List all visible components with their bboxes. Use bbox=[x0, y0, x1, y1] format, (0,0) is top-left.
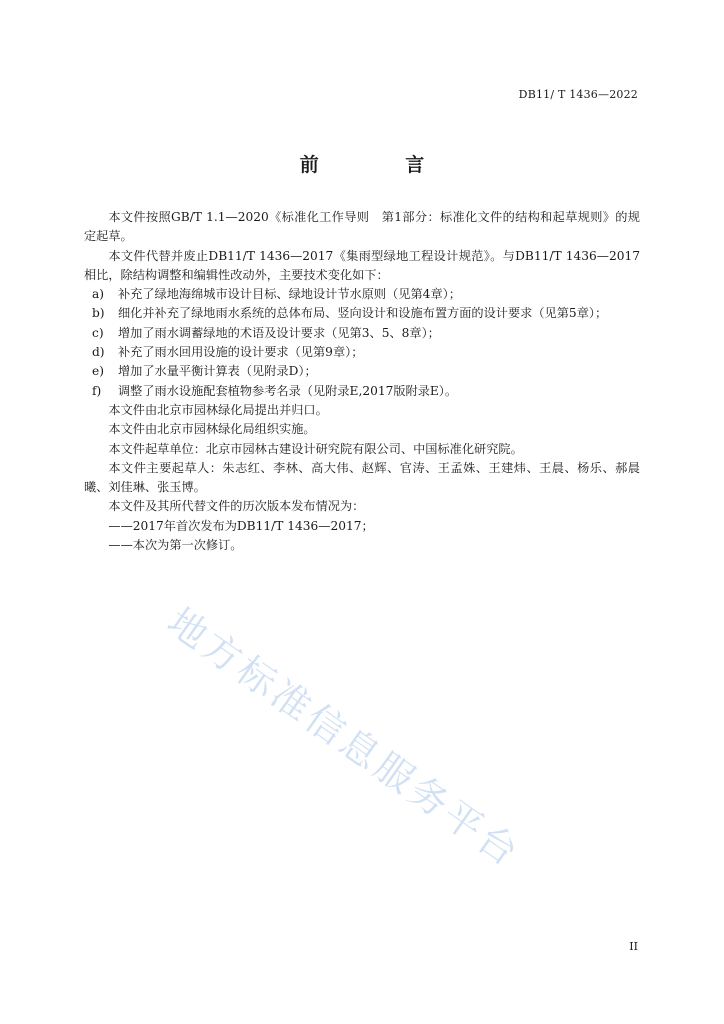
paragraph-implementer: 本文件由北京市园林绿化局组织实施。 bbox=[108, 422, 316, 437]
list-item bbox=[84, 343, 640, 362]
page-number: II bbox=[629, 940, 638, 953]
paragraph-drafting-units: 本文件起草单位：北京市园林古建设计研究院有限公司、中国标准化研究院。 bbox=[108, 441, 523, 456]
list-item bbox=[84, 304, 640, 323]
list-item bbox=[84, 382, 640, 401]
watermark: 地方标准信息服务平台 bbox=[159, 599, 529, 877]
list-text: 调整了雨水设施配套植物参考名录（见附录E,2017版附录E）。 bbox=[118, 383, 458, 398]
list-item bbox=[84, 362, 640, 381]
list-item bbox=[84, 324, 640, 343]
list-marker: f) bbox=[92, 383, 102, 398]
paragraph-version-current: ——本次为第一次修订。 bbox=[108, 538, 243, 553]
page-title: 前 言 bbox=[299, 154, 465, 176]
document-body bbox=[84, 208, 640, 555]
list-text: 补充了绿地海绵城市设计目标、绿地设计节水原则（见第4章）； bbox=[118, 287, 461, 302]
document-code: DB11/ T 1436—2022 bbox=[518, 88, 638, 101]
list-marker: c) bbox=[92, 325, 104, 340]
paragraph-proposer: 本文件由北京市园林绿化局提出并归口。 bbox=[108, 402, 328, 417]
list-text: 增加了水量平衡计算表（见附录D）； bbox=[118, 364, 317, 379]
list-item bbox=[84, 285, 640, 304]
paragraph-replacement: 本文件代替并废止DB11/T 1436—2017《集雨型绿地工程设计规范》。与DB11/T 1436—2017相比，除结构调整和编辑性改动外，主要技术变化如下： bbox=[84, 248, 640, 282]
list-marker: b) bbox=[92, 306, 105, 321]
list-marker: e) bbox=[92, 364, 104, 379]
list-text: 增加了雨水调蓄绿地的术语及设计要求（见第3、5、8章）； bbox=[118, 325, 440, 340]
list-text: 细化并补充了绿地雨水系统的总体布局、竖向设计和设施布置方面的设计要求（见第5章）； bbox=[118, 306, 608, 321]
paragraph-version-2017: ——2017年首次发布为DB11/T 1436—2017； bbox=[108, 518, 374, 533]
paragraph-drafting-basis: 本文件按照GB/T 1.1—2020《标准化工作导则 第1部分：标准化文件的结构和起草规则》的规定起草。 bbox=[84, 210, 640, 244]
list-marker: d) bbox=[92, 345, 105, 360]
paragraph-drafters: 本文件主要起草人：朱志红、李林、高大伟、赵辉、官涛、王孟姝、王建炜、王晨、杨乐、郝晨曦、刘佳琳、张玉博。 bbox=[84, 460, 640, 495]
list-marker: a) bbox=[92, 287, 105, 302]
list-text: 补充了雨水回用设施的设计要求（见第9章）； bbox=[118, 345, 364, 360]
paragraph-version-history: 本文件及其所代替文件的历次版本发布情况为： bbox=[108, 499, 365, 514]
